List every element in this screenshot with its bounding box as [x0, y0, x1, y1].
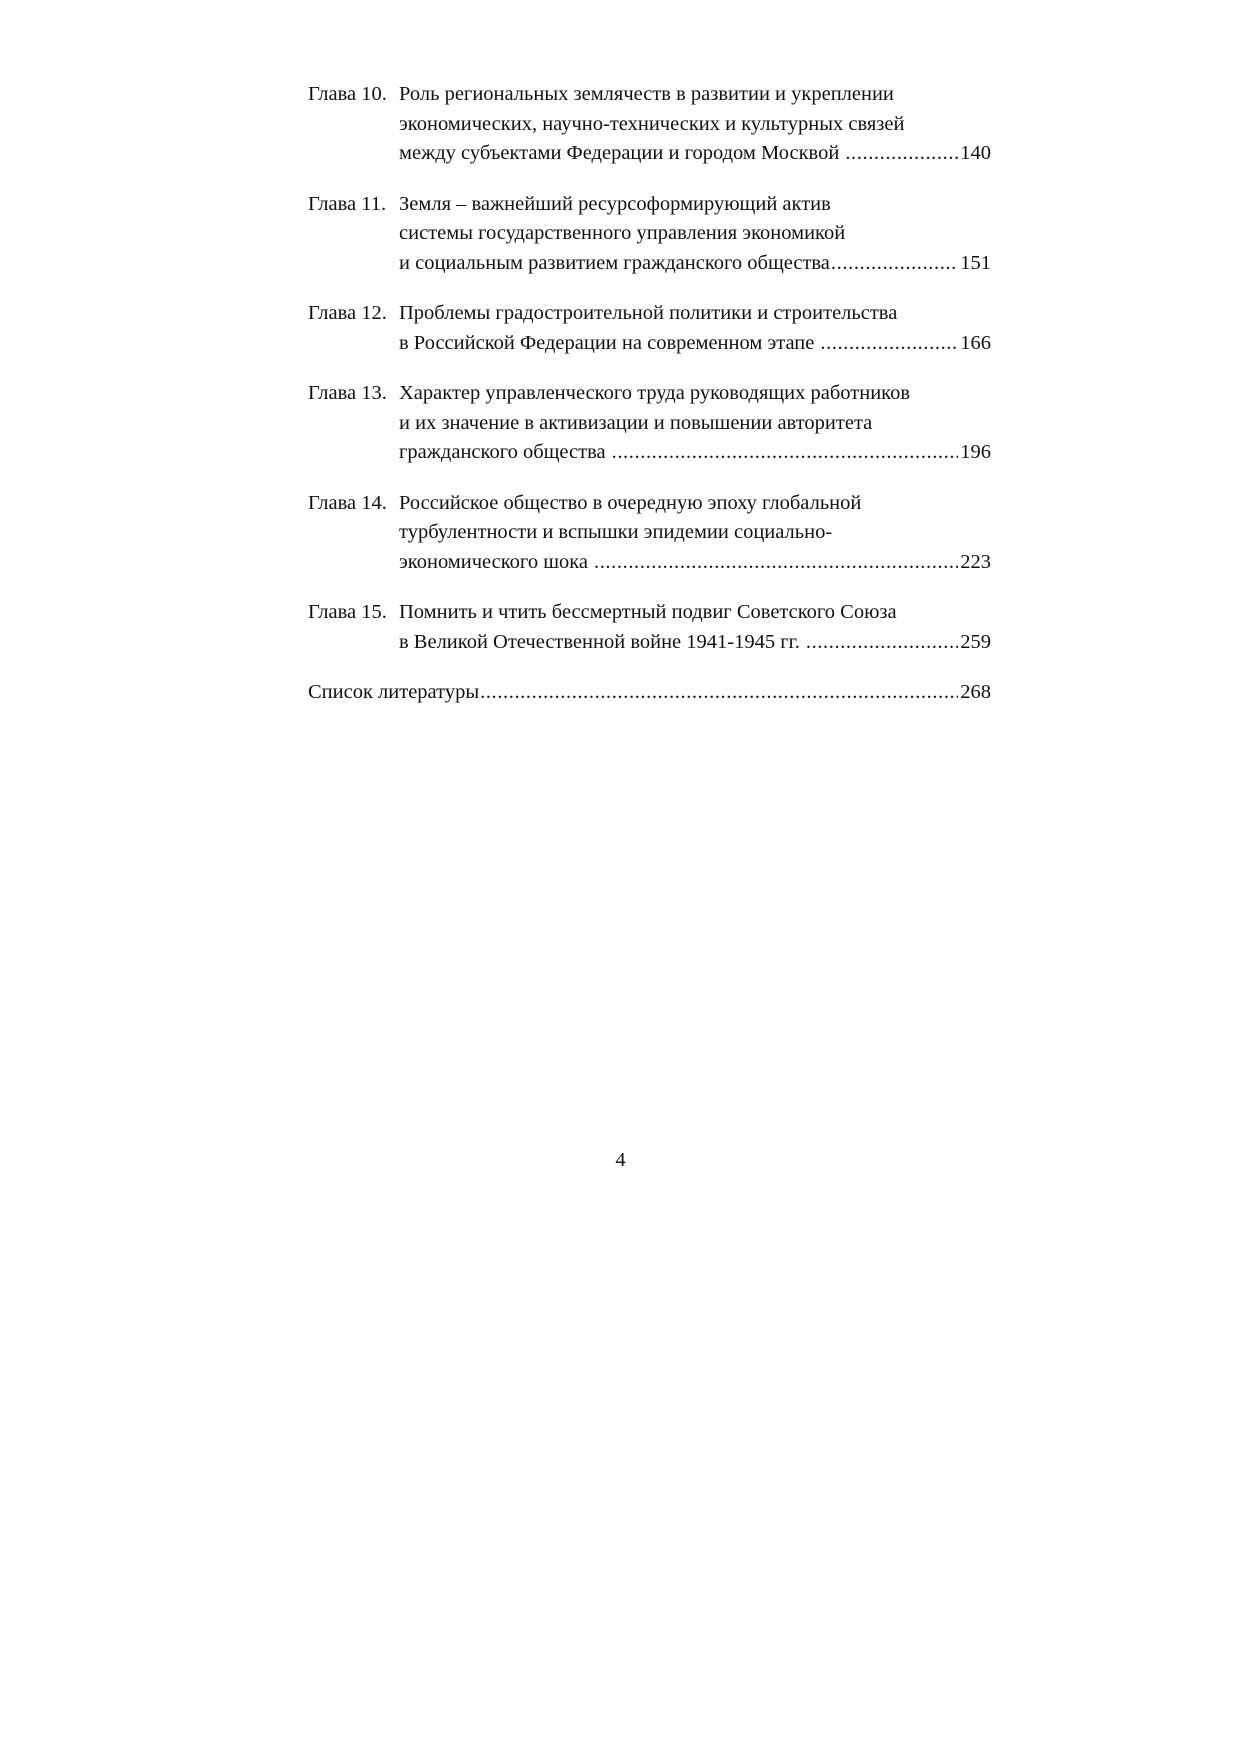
chapter-page-number: 259 — [960, 630, 991, 653]
toc-line — [308, 329, 991, 359]
chapter-title-line: в Российской Федерации на современном этапе — [399, 331, 815, 354]
toc-line — [308, 139, 991, 169]
dot-leader — [480, 678, 958, 708]
chapter-title-line: экономических, научно-технических и культурных связей — [399, 112, 905, 135]
toc-line — [308, 110, 991, 140]
chapter-title-line: Российское общество в очередную эпоху глобальной — [399, 491, 862, 514]
toc-entry-chapter-11[interactable] — [308, 190, 991, 279]
chapter-title-line: экономического шока — [399, 550, 588, 573]
toc-line — [308, 190, 991, 220]
toc-line — [308, 518, 991, 548]
chapter-page-number: 140 — [960, 142, 991, 164]
toc-entry-literature[interactable] — [308, 678, 991, 708]
toc-entry-chapter-14[interactable] — [308, 489, 991, 578]
chapter-title-line: и их значение в активизации и повышении авторитета — [399, 411, 873, 434]
chapter-number: Глава 10. — [308, 83, 387, 105]
chapter-title-line: в Великой Отечественной войне 1941-1945 гг. — [399, 630, 800, 653]
chapter-title-line: Характер управленческого труда руководящих работников — [399, 382, 911, 404]
chapter-title-line: Проблемы градостроительной политики и строительства — [399, 302, 898, 324]
toc-line — [308, 598, 991, 628]
chapter-number: Глава 11. — [308, 192, 387, 215]
chapter-page-number: 196 — [960, 441, 991, 463]
toc-line — [308, 80, 991, 110]
chapter-title-line: Помнить и чтить бессмертный подвиг Советского Союза — [399, 601, 897, 623]
toc-line — [308, 628, 991, 658]
dot-leader — [612, 438, 959, 468]
toc-line — [308, 219, 991, 249]
toc-line — [308, 548, 991, 578]
chapter-title-line: и социальным развитием гражданского общества — [399, 251, 830, 274]
toc-line — [308, 249, 991, 279]
chapter-number: Глава 13. — [308, 382, 387, 404]
chapter-page-number: 151 — [960, 251, 991, 274]
toc-entry-chapter-12[interactable] — [308, 299, 991, 358]
chapter-title-line: системы государственного управления экономикой — [399, 222, 846, 244]
toc-entry-chapter-15[interactable] — [308, 598, 991, 657]
chapter-page-number: 166 — [960, 331, 991, 354]
chapter-page-number: 223 — [960, 550, 991, 573]
toc-line — [308, 379, 991, 409]
literature-title: Список литературы — [308, 681, 480, 703]
dot-leader — [806, 628, 958, 658]
literature-page-number: 268 — [960, 681, 991, 703]
toc-line — [308, 678, 991, 708]
dot-leader — [845, 139, 958, 169]
page-number: 4 — [615, 1149, 626, 1171]
toc-line — [308, 489, 991, 519]
chapter-number: Глава 14. — [308, 491, 387, 514]
dot-leader — [594, 548, 958, 578]
toc-line — [308, 409, 991, 439]
dot-leader — [820, 329, 958, 359]
table-of-contents — [308, 80, 991, 729]
chapter-number: Глава 12. — [308, 302, 387, 324]
chapter-title-line: гражданского общества — [399, 441, 606, 463]
toc-line — [308, 438, 991, 468]
toc-entry-chapter-10[interactable] — [308, 80, 991, 169]
chapter-title-line: Роль региональных землячеств в развитии и укреплении — [399, 83, 894, 105]
chapter-title-line: между субъектами Федерации и городом Москвой — [399, 142, 840, 164]
chapter-title-line: турбулентности и вспышки эпидемии социально- — [399, 521, 833, 543]
chapter-number: Глава 15. — [308, 601, 387, 623]
toc-entry-chapter-13[interactable] — [308, 379, 991, 468]
chapter-title-line: Земля – важнейший ресурсоформирующий актив — [399, 192, 831, 215]
dot-leader — [831, 249, 958, 279]
toc-line — [308, 299, 991, 329]
